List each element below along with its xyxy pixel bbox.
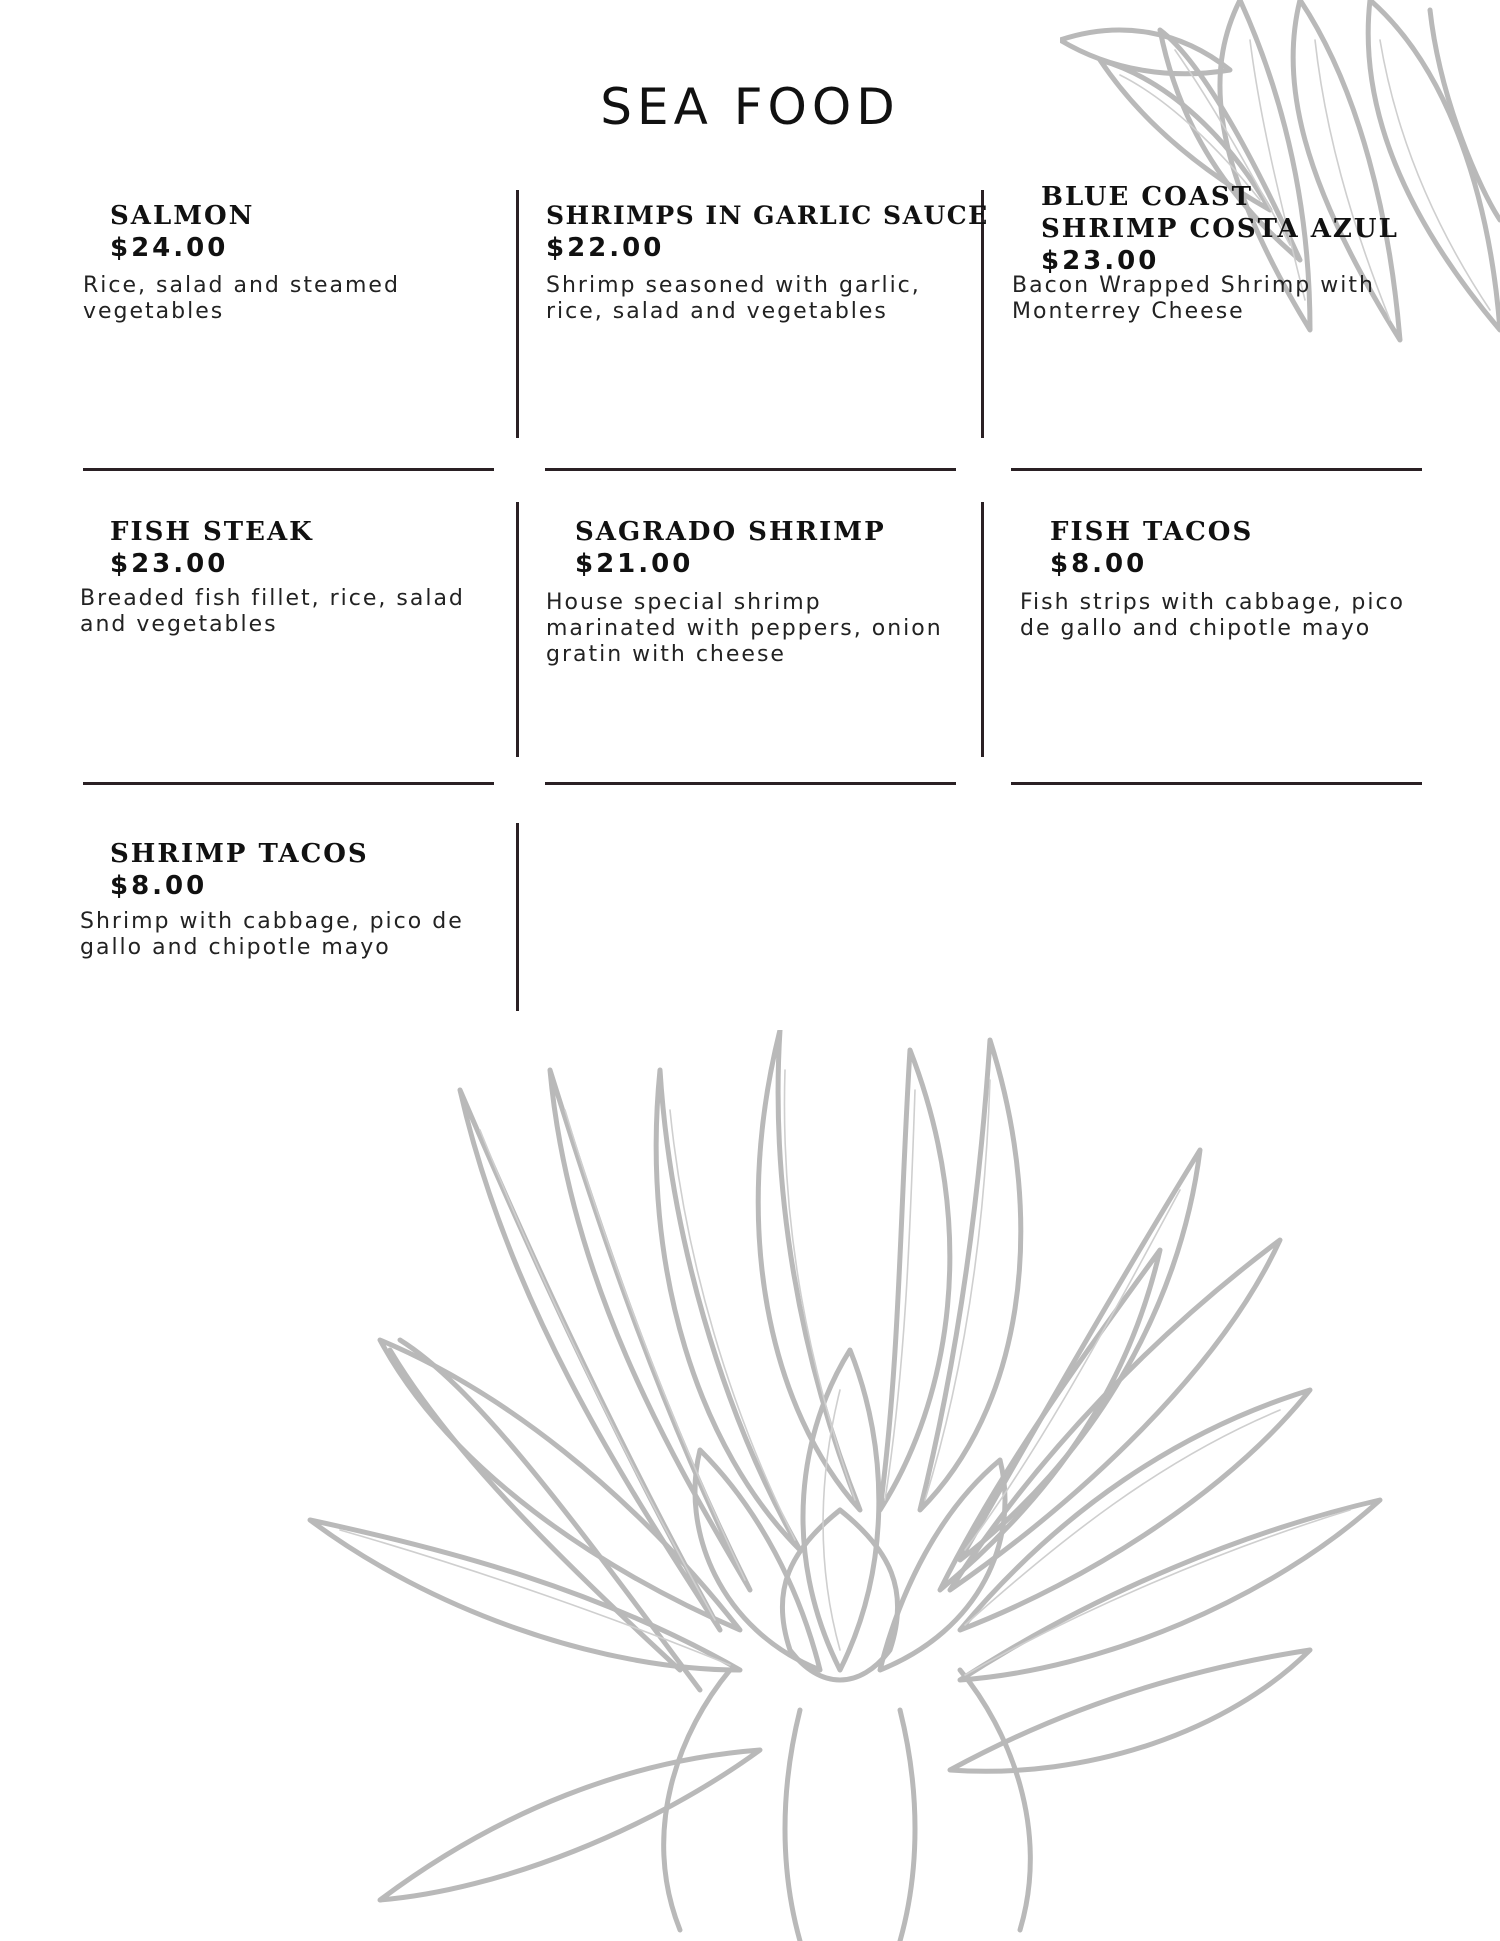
- divider-vertical: [516, 502, 519, 757]
- item-price: $22.00: [546, 233, 665, 263]
- divider-horizontal: [545, 468, 956, 471]
- item-price: $23.00: [1041, 246, 1160, 276]
- item-description: House special shrimp marinated with peppers, onion gratin with cheese: [546, 590, 943, 667]
- menu-item-shrimp-tacos: [110, 838, 490, 902]
- item-price: $8.00: [110, 871, 208, 901]
- menu-item-fish-steak: [110, 516, 490, 580]
- item-description: Bacon Wrapped Shrimp with Monterrey Cheese: [1012, 273, 1375, 324]
- item-name: BLUE COAST SHRIMP COSTA AZUL: [1041, 182, 1399, 244]
- divider-vertical: [516, 823, 519, 1011]
- item-description: Shrimp seasoned with garlic, rice, salad and vegetables: [546, 273, 921, 324]
- item-description: Breaded fish fillet, rice, salad and vegetables: [80, 586, 465, 637]
- menu-item-shrimps-garlic: [546, 200, 989, 264]
- item-name: SHRIMP TACOS: [110, 839, 369, 869]
- item-price: $21.00: [575, 549, 694, 579]
- item-price: $23.00: [110, 549, 229, 579]
- item-description: Fish strips with cabbage, pico de gallo and chipotle mayo: [1020, 590, 1406, 641]
- divider-vertical: [516, 190, 519, 438]
- menu-item-salmon: [110, 200, 490, 264]
- divider-horizontal: [83, 782, 494, 785]
- item-price: $24.00: [110, 233, 229, 263]
- menu-item-blue-coast-shrimp: [1041, 181, 1401, 277]
- divider-horizontal: [1011, 468, 1422, 471]
- divider-horizontal: [545, 782, 956, 785]
- divider-vertical: [981, 502, 984, 757]
- item-name: SHRIMPS IN GARLIC SAUCE: [546, 201, 989, 230]
- item-description: Rice, salad and steamed vegetables: [83, 273, 400, 324]
- item-name: SALMON: [110, 201, 255, 231]
- divider-horizontal: [1011, 782, 1422, 785]
- menu-item-fish-tacos: [1050, 516, 1410, 580]
- item-price: $8.00: [1050, 549, 1148, 579]
- divider-horizontal: [83, 468, 494, 471]
- item-name: SAGRADO SHRIMP: [575, 517, 886, 547]
- agave-illustration-bottom: [300, 1030, 1400, 1941]
- item-name: FISH STEAK: [110, 517, 314, 547]
- page-title: SEA FOOD: [600, 78, 900, 136]
- menu-item-sagrado-shrimp: [575, 516, 955, 580]
- item-name: FISH TACOS: [1050, 517, 1254, 547]
- item-description: Shrimp with cabbage, pico de gallo and chipotle mayo: [80, 909, 464, 960]
